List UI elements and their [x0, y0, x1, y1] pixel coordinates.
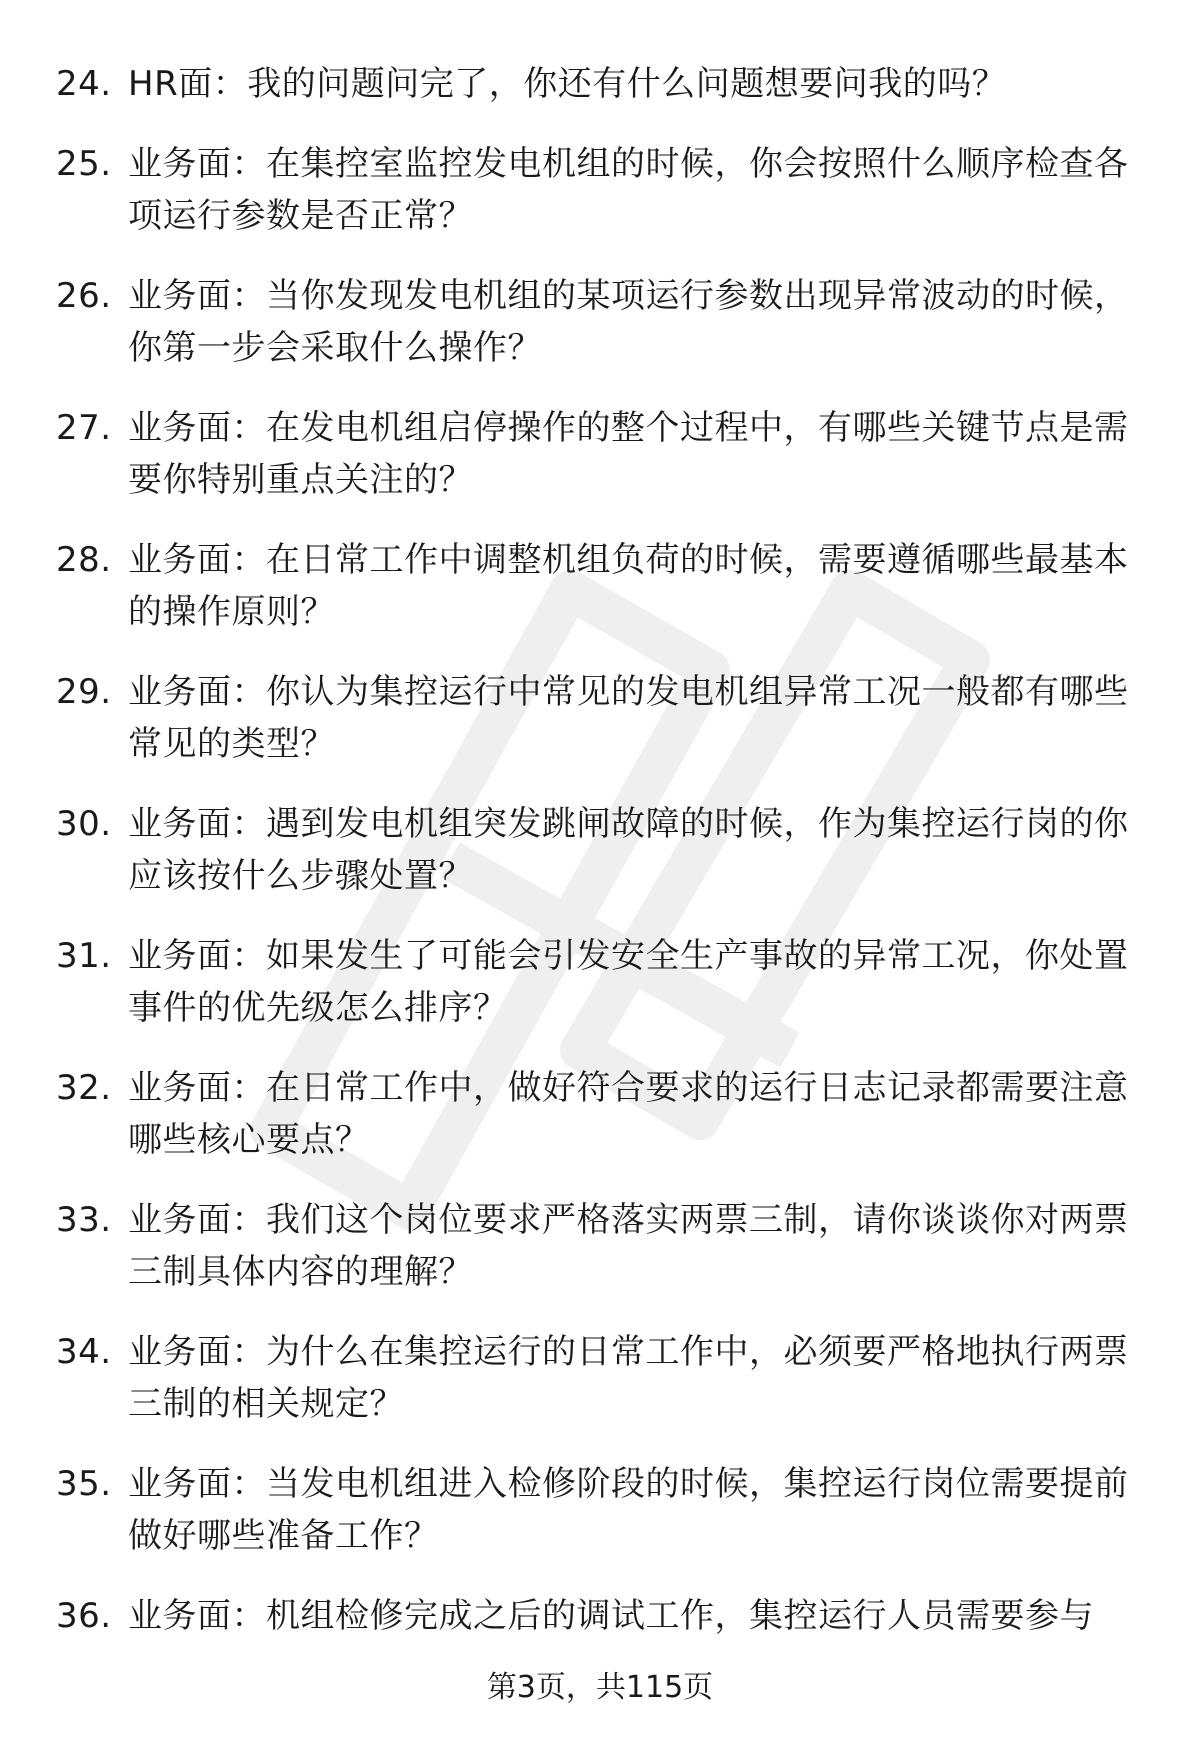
- question-number: 34.: [56, 1332, 112, 1372]
- question-number: 36.: [56, 1596, 112, 1636]
- question-number: 25.: [56, 144, 112, 184]
- question-text: HR面：我的问题问完了，你还有什么问题想要问我的吗？: [128, 64, 1007, 104]
- question-item: [56, 798, 1146, 902]
- question-number: 31.: [56, 936, 112, 976]
- question-text: 业务面：遇到发电机组突发跳闸故障的时候，作为集控运行岗的你应该按什么步骤处置？: [128, 804, 1129, 896]
- question-text: 业务面：如果发生了可能会引发安全生产事故的异常工况，你处置事件的优先级怎么排序？: [128, 936, 1129, 1028]
- question-item: [56, 1590, 1146, 1642]
- question-text: 业务面：机组检修完成之后的调试工作，集控运行人员需要参与: [128, 1596, 1094, 1636]
- question-text: 业务面：在日常工作中调整机组负荷的时候，需要遵循哪些最基本的操作原则？: [128, 540, 1129, 632]
- question-item: [56, 402, 1146, 506]
- question-item: [56, 534, 1146, 638]
- question-number: 28.: [56, 540, 112, 580]
- page-footer: 第3页，共115页: [486, 1670, 714, 1705]
- question-item: [56, 1458, 1146, 1562]
- question-text: 业务面：为什么在集控运行的日常工作中，必须要严格地执行两票三制的相关规定？: [128, 1332, 1129, 1424]
- question-number: 32.: [56, 1068, 112, 1108]
- question-item: [56, 270, 1146, 374]
- question-text: 业务面：在集控室监控发电机组的时候，你会按照什么顺序检查各项运行参数是否正常？: [128, 144, 1129, 236]
- question-item: [56, 930, 1146, 1034]
- question-text: 业务面：我们这个岗位要求严格落实两票三制，请你谈谈你对两票三制具体内容的理解？: [128, 1200, 1129, 1292]
- question-text: 业务面：在发电机组启停操作的整个过程中，有哪些关键节点是需要你特别重点关注的？: [128, 408, 1129, 500]
- question-item: [56, 1062, 1146, 1166]
- question-number: 30.: [56, 804, 112, 844]
- question-text: 业务面：在日常工作中，做好符合要求的运行日志记录都需要注意哪些核心要点？: [128, 1068, 1129, 1160]
- question-item: [56, 138, 1146, 242]
- question-list: [56, 58, 1146, 1670]
- question-item: [56, 1194, 1146, 1298]
- question-text: 业务面：当发电机组进入检修阶段的时候，集控运行岗位需要提前做好哪些准备工作？: [128, 1464, 1129, 1556]
- question-item: [56, 1326, 1146, 1430]
- question-text: 业务面：当你发现发电机组的某项运行参数出现异常波动的时候，你第一步会采取什么操作？: [128, 276, 1129, 368]
- question-number: 33.: [56, 1200, 112, 1240]
- question-number: 26.: [56, 276, 112, 316]
- question-item: [56, 666, 1146, 770]
- question-number: 29.: [56, 672, 112, 712]
- question-number: 35.: [56, 1464, 112, 1504]
- question-text: 业务面：你认为集控运行中常见的发电机组异常工况一般都有哪些常见的类型？: [128, 672, 1129, 764]
- question-number: 24.: [56, 64, 112, 104]
- question-number: 27.: [56, 408, 112, 448]
- question-item: [56, 58, 1146, 110]
